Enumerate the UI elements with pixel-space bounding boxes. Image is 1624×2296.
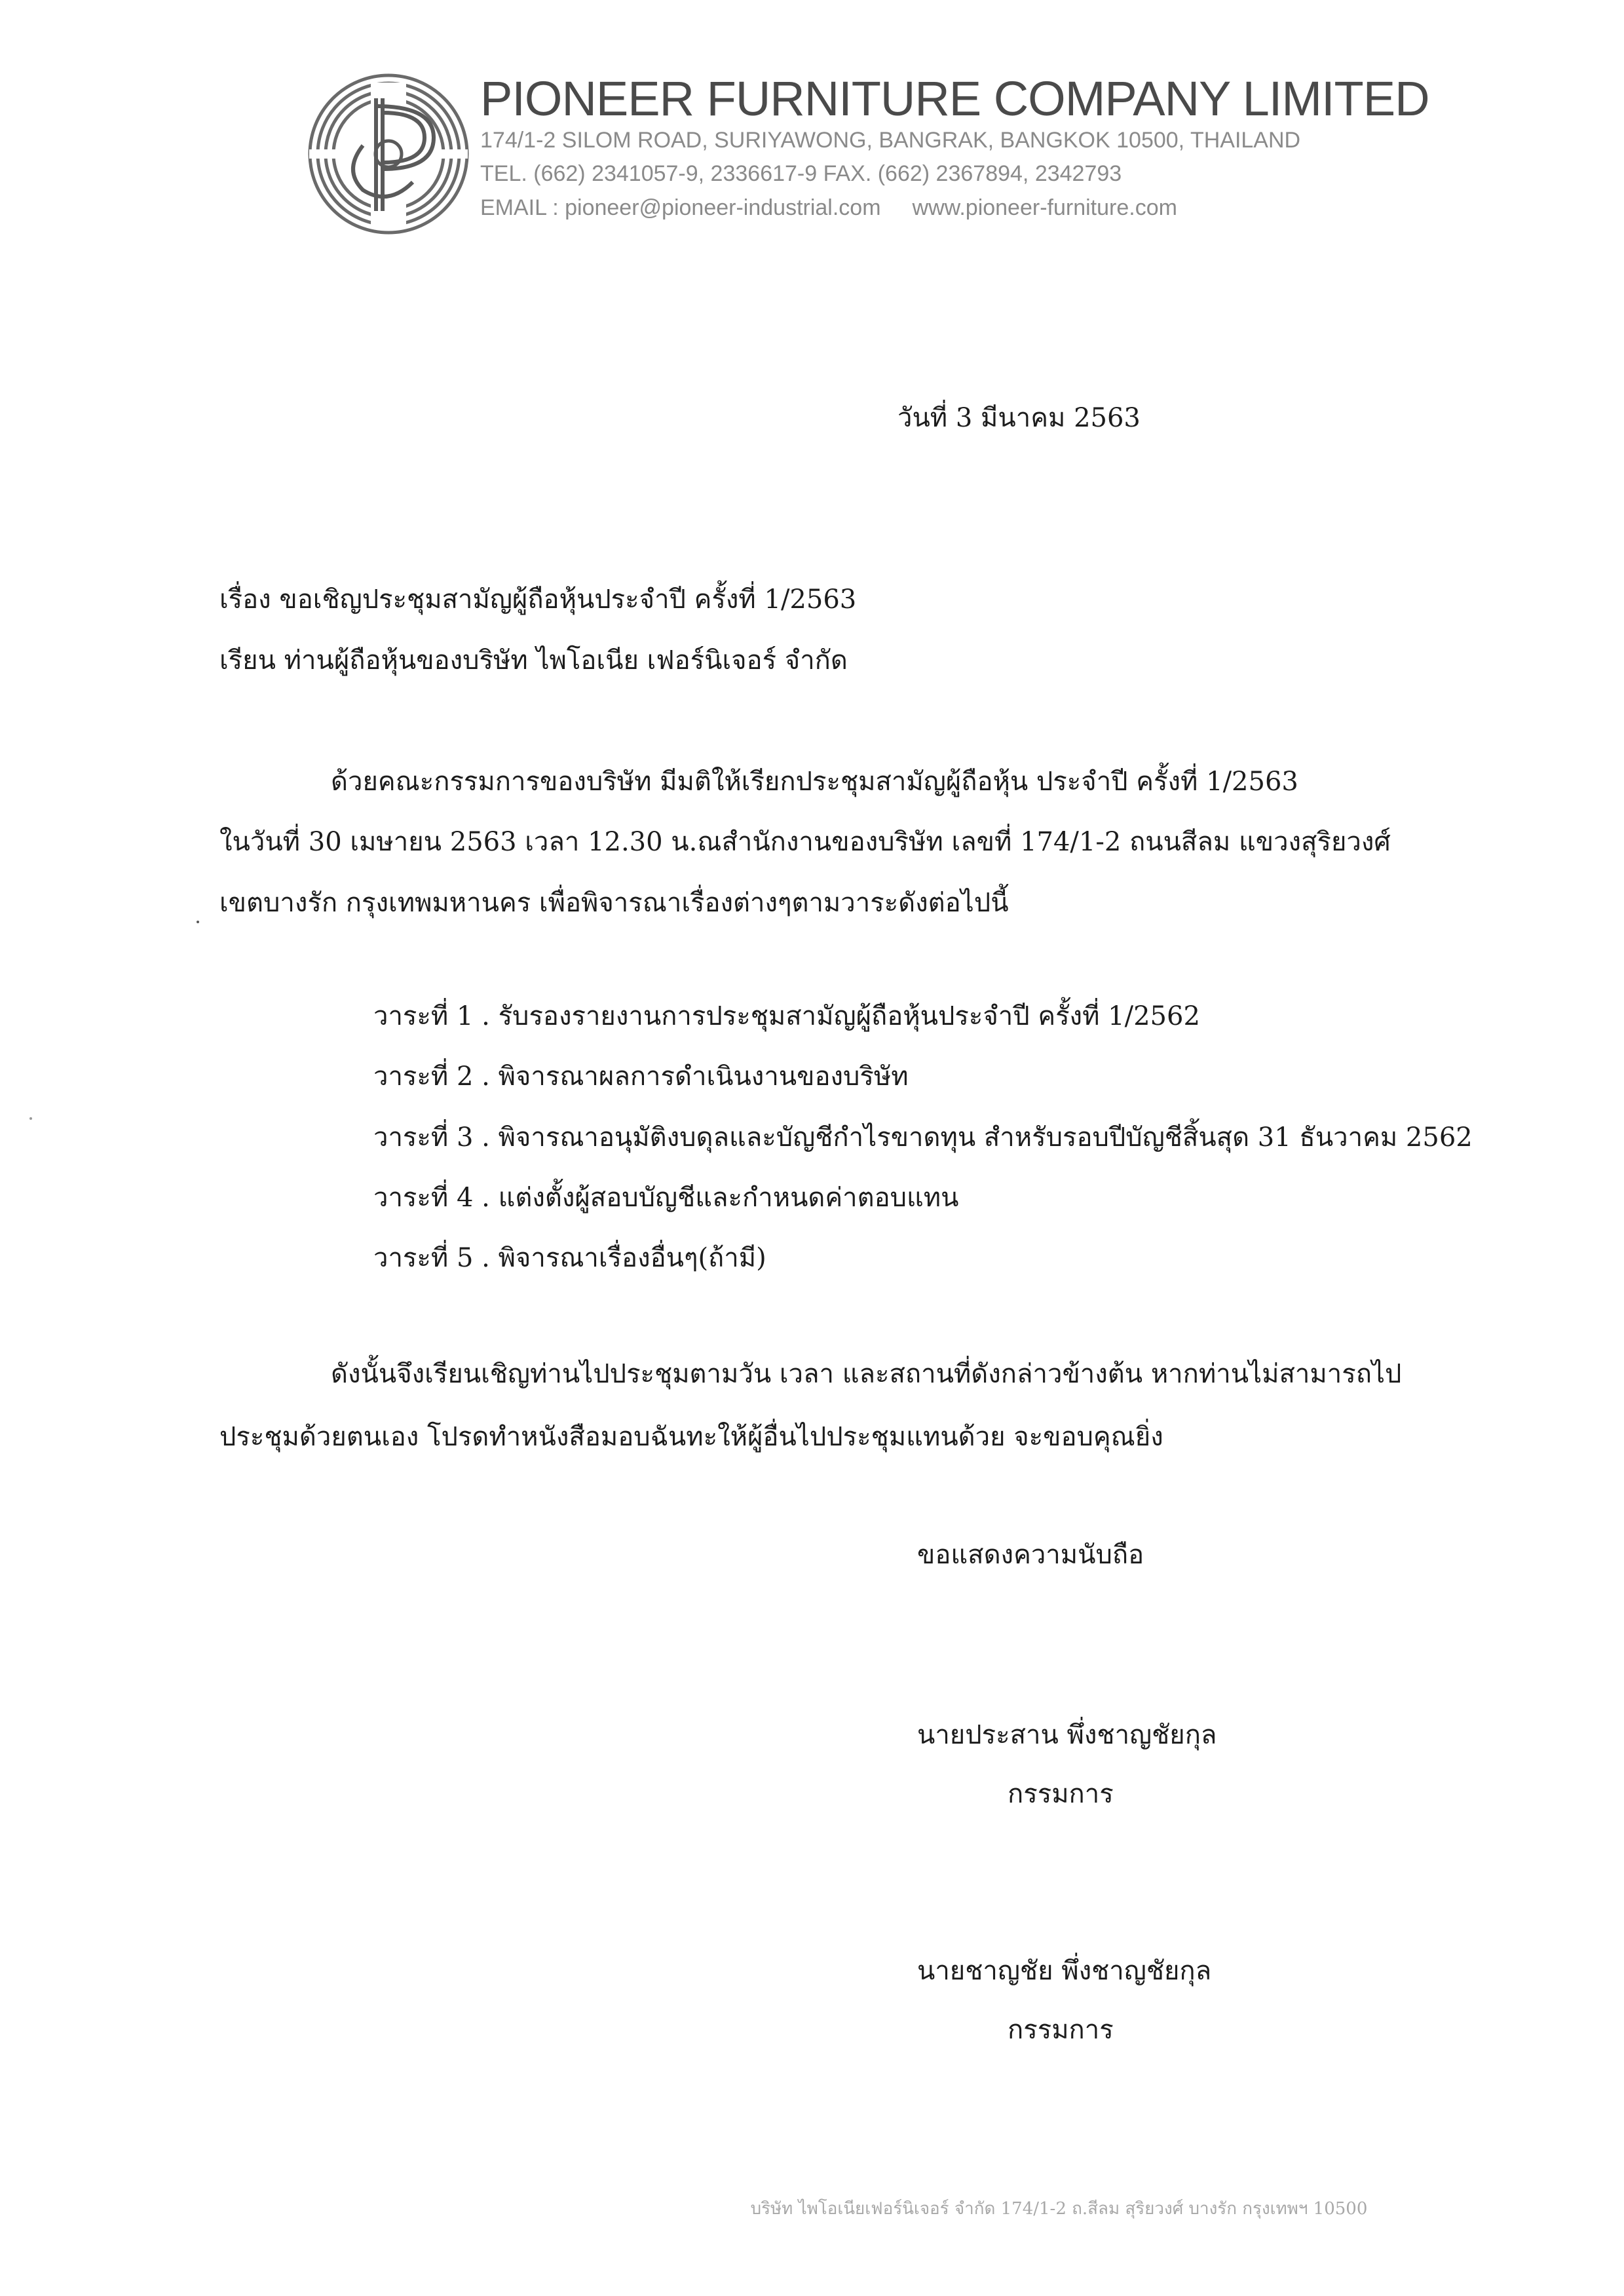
company-contact xyxy=(480,195,1177,221)
paragraph-line: ประชุมด้วยตนเอง โปรดทำหนังสือมอบฉันทะให้ผู้อื่นไปประชุมแทนด้วย จะขอบคุณยิ่ง xyxy=(219,1422,1163,1452)
letter-subject: เรื่อง ขอเชิญประชุมสามัญผู้ถือหุ้นประจำปี ครั้งที่ 1/2563 xyxy=(219,584,857,615)
signer-title: กรรมการ xyxy=(1008,2015,1114,2045)
agenda-item: วาระที่ 3 . พิจารณาอนุมัติงบดุลและบัญชีกำไรขาดทุน สำหรับรอบปีบัญชีสิ้นสุด 31 ธันวาคม 2562 xyxy=(373,1122,1473,1153)
company-email: EMAIL : pioneer@pioneer-industrial.com xyxy=(480,195,881,220)
agenda-item: วาระที่ 1 . รับรองรายงานการประชุมสามัญผู้ถือหุ้นประจำปี ครั้งที่ 1/2562 xyxy=(373,1001,1200,1031)
paragraph-line: ในวันที่ 30 เมษายน 2563 เวลา 12.30 น.ณสำนักงานของบริษัท เลขที่ 174/1-2 ถนนสีลม แขวงสุริยวงศ์ xyxy=(219,827,1391,857)
letter-date: วันที่ 3 มีนาคม 2563 xyxy=(897,403,1141,433)
company-website: www.pioneer-furniture.com xyxy=(912,195,1177,220)
signer-name: นายชาญชัย พึ่งชาญชัยกุล xyxy=(917,1956,1212,1986)
agenda-item: วาระที่ 2 . พิจารณาผลการดำเนินงานของบริษัท xyxy=(373,1062,909,1092)
agenda-item: วาระที่ 5 . พิจารณาเรื่องอื่นๆ(ถ้ามี) xyxy=(373,1243,766,1273)
page-footer xyxy=(0,2195,1624,2222)
letter-recipient: เรียน ท่านผู้ถือหุ้นของบริษัท ไพโอเนีย เฟอร์นิเจอร์ จำกัด xyxy=(219,645,848,676)
scan-speck xyxy=(197,921,199,923)
company-address: 174/1-2 SILOM ROAD, SURIYAWONG, BANGRAK, BANGKOK 10500, THAILAND xyxy=(480,128,1301,153)
signer-title: กรรมการ xyxy=(1008,1779,1114,1809)
paragraph-line: เขตบางรัก กรุงเทพมหานคร เพื่อพิจารณาเรื่องต่างๆตามวาระดังต่อไปนี้ xyxy=(219,888,1009,918)
letter-closing: ขอแสดงความนับถือ xyxy=(917,1540,1144,1570)
signer-name: นายประสาน พึ่งชาญชัยกุล xyxy=(917,1720,1217,1750)
paragraph-line: ด้วยคณะกรรมการของบริษัท มีมติให้เรียกประชุมสามัญผู้ถือหุ้น ประจำปี ครั้งที่ 1/2563 xyxy=(331,767,1298,797)
agenda-item: วาระที่ 4 . แต่งตั้งผู้สอบบัญชีและกำหนดค่าตอบแทน xyxy=(373,1183,959,1213)
pioneer-logo-icon xyxy=(303,72,474,236)
footer-text: บริษัท ไพโอเนียเฟอร์นิเจอร์ จำกัด 174/1-2 ถ.สีลม สุริยวงศ์ บางรัก กรุงเทพฯ 10500 xyxy=(750,2199,1368,2219)
company-phone-fax: TEL. (662) 2341057-9, 2336617-9 FAX. (662) 2367894, 2342793 xyxy=(480,161,1122,186)
scan-speck xyxy=(29,1117,32,1120)
company-name: PIONEER FURNITURE COMPANY LIMITED xyxy=(480,71,1429,126)
paragraph-line: ดังนั้นจึงเรียนเชิญท่านไปประชุมตามวัน เวลา และสถานที่ดังกล่าวข้างต้น หากท่านไม่สามารถไป xyxy=(331,1359,1402,1389)
